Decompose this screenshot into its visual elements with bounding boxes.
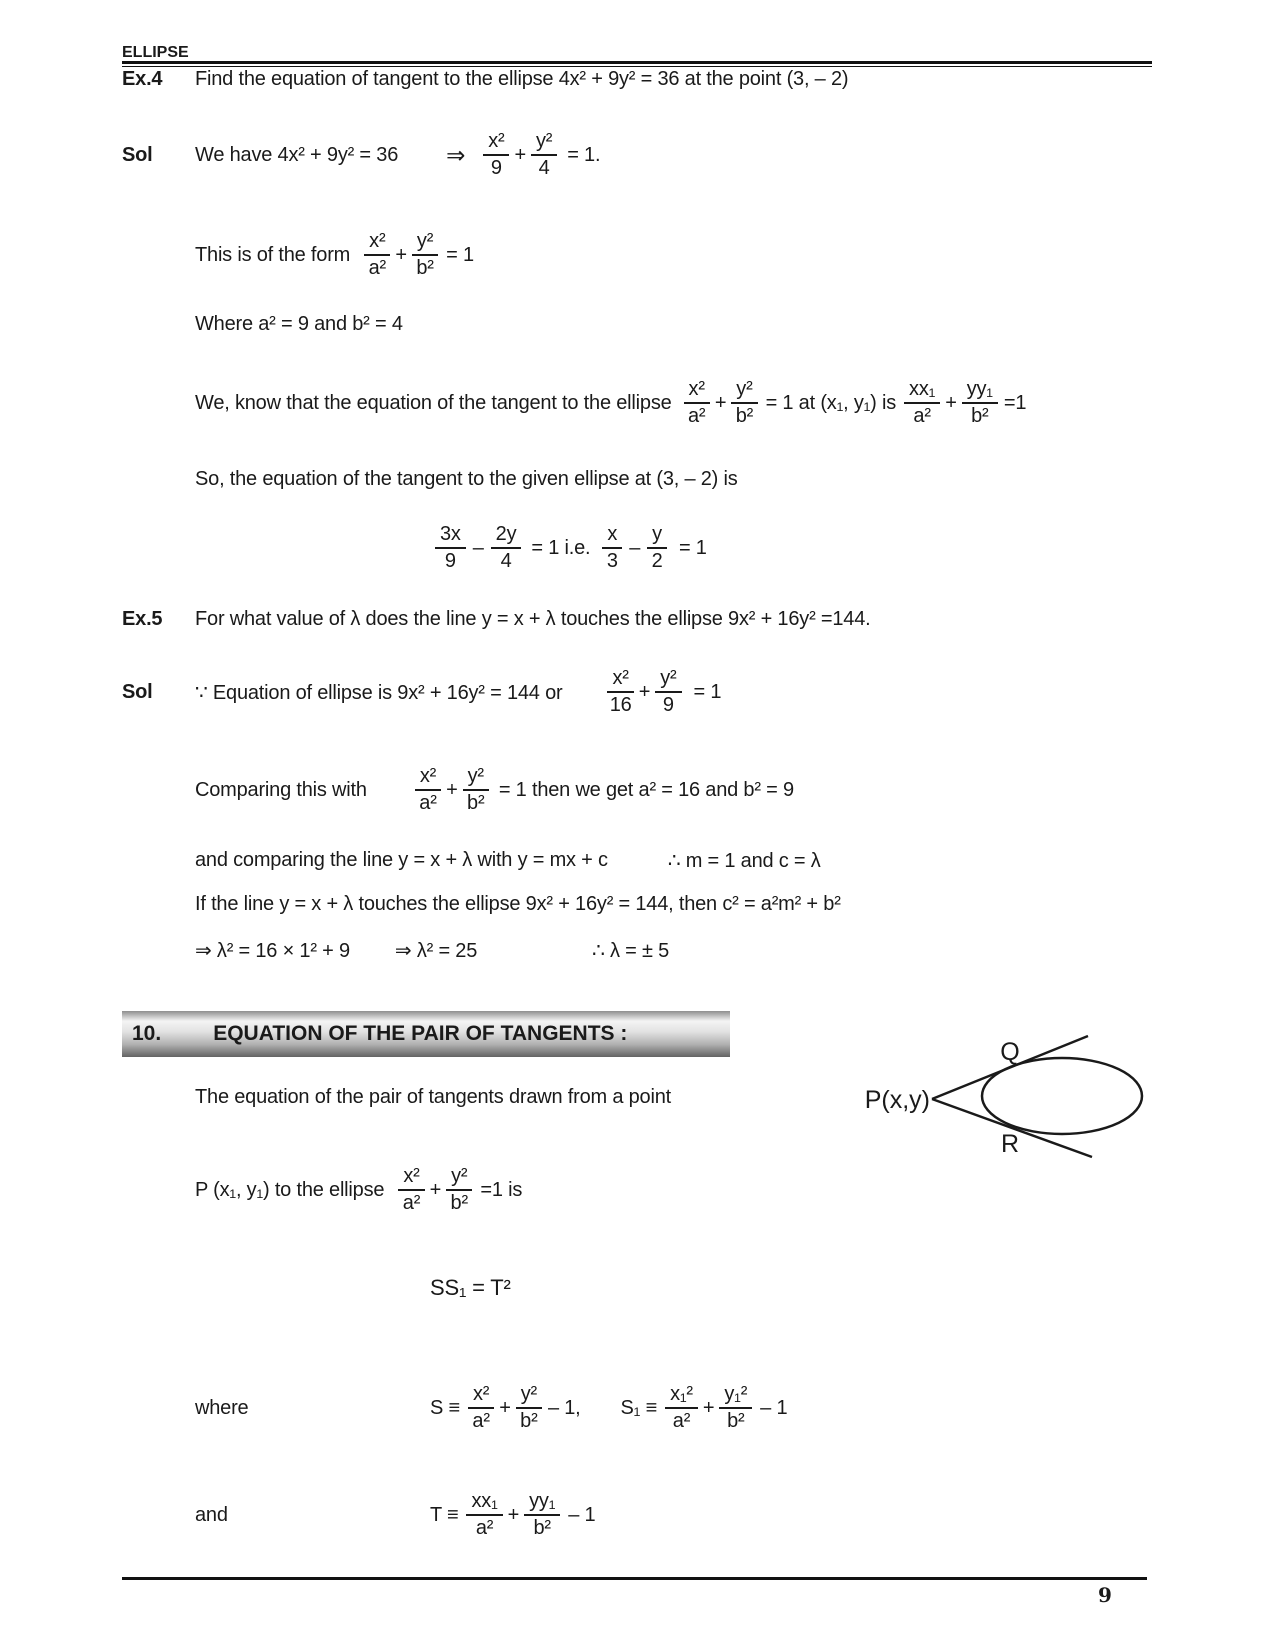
- equation-result: =1: [1003, 391, 1027, 414]
- fraction: $\frac{\text{y²}}{\text{b²}}$: [412, 231, 438, 279]
- fraction: $\frac{\text{x²}}{\text{a²}}$: [468, 1384, 494, 1432]
- ss1-equation: SS₁ = T²: [430, 1275, 511, 1300]
- equation-result: = 1: [678, 536, 707, 559]
- ex4-sol-line1: [122, 117, 600, 193]
- plus-sign: +: [499, 1396, 511, 1419]
- equation-result: = 1: [446, 243, 474, 266]
- ex4-label: Ex.4: [122, 68, 163, 90]
- final-step2: ⇒ λ² = 25: [394, 940, 478, 962]
- s1-lhs: S₁ ≡: [620, 1396, 658, 1419]
- fraction: $\frac{\text{x²}}{9}$: [483, 131, 509, 179]
- fraction: $\frac{\text{y²}}{4}$: [531, 131, 557, 179]
- ex5-if-line: If the line y = x + λ touches the ellipse 9x² + 16y² = 144, then c² = a²m² + b²: [195, 893, 841, 915]
- s1-tail: – 1: [760, 1396, 788, 1419]
- point-p-label: P(x,y): [864, 1086, 930, 1114]
- compare-line-text: and comparing the line y = x + λ with y = mx + c: [195, 849, 608, 871]
- footer-rule: [122, 1577, 1147, 1580]
- plus-sign: +: [446, 778, 458, 801]
- plus-sign: +: [395, 243, 407, 266]
- ex4-result-equation: [435, 510, 707, 586]
- equation-result: = 1 then we get a² = 16 and b² = 9: [498, 778, 794, 801]
- ex4-sol-intro: We have 4x² + 9y² = 36: [195, 143, 399, 166]
- ex5-comparing-line: [195, 752, 794, 828]
- tangent-mid: = 1 at (x₁, y₁) is: [765, 391, 897, 414]
- plus-sign: +: [702, 1396, 715, 1419]
- pair-of-tangents-diagram: [770, 1020, 1210, 1185]
- comparing-text: Comparing this with: [195, 778, 367, 801]
- section-10-header: [122, 1011, 730, 1057]
- plus-sign: +: [945, 391, 957, 414]
- ex5-final-line: [195, 938, 669, 963]
- final-step3: ∴ λ = ± 5: [592, 940, 670, 962]
- equation-mid: = 1 i.e.: [531, 536, 591, 559]
- page-title: ELLIPSE: [122, 44, 189, 61]
- and-label: and: [195, 1503, 228, 1526]
- plus-sign: +: [429, 1178, 442, 1201]
- form-text: This is of the form: [195, 243, 351, 266]
- implies-arrow: ⇒: [446, 141, 466, 168]
- fraction: $\frac{y}{2}$: [647, 524, 667, 572]
- s-tail: – 1,: [547, 1396, 581, 1419]
- ex5-question-text: For what value of λ does the line y = x + λ touches the ellipse 9x² + 16y² =144.: [195, 608, 871, 630]
- fraction: $\frac{\text{x²}}{\text{a²}}$: [364, 231, 390, 279]
- fraction: $\frac{2y}{4}$: [491, 524, 522, 572]
- fraction: $\frac{\text{y²}}{\text{b²}}$: [731, 379, 757, 427]
- ex5-sol-line1: [122, 654, 721, 730]
- ellipse-curve: [982, 1058, 1142, 1134]
- ex4-sol-label: Sol: [122, 143, 153, 166]
- section-title: EQUATION OF THE PAIR OF TANGENTS :: [213, 1022, 628, 1045]
- minus-sign: –: [629, 536, 641, 559]
- fraction: $\frac{\text{yy₁}}{\text{b²}}$: [524, 1491, 560, 1539]
- page-number: 9: [1098, 1583, 1112, 1607]
- section10-point-line: [195, 1152, 522, 1228]
- section10-and-line: [195, 1477, 595, 1553]
- ex4-question-row: [122, 68, 848, 91]
- ex4-where-line: Where a² = 9 and b² = 4: [195, 313, 403, 335]
- final-step1: ⇒ λ² = 16 × 1² + 9: [195, 940, 350, 962]
- where-label: where: [195, 1396, 249, 1419]
- fraction: $\frac{x}{3}$: [602, 524, 622, 572]
- fraction: $\frac{\text{x²}}{\text{a²}}$: [415, 766, 441, 814]
- ex5-sol-label: Sol: [122, 680, 153, 703]
- plus-sign: +: [638, 680, 651, 703]
- header-rule: [122, 61, 1152, 67]
- t-lhs: T ≡: [430, 1503, 459, 1526]
- fraction: $\frac{\text{x²}}{\text{a²}}$: [398, 1166, 424, 1214]
- equation-result: =1 is: [480, 1178, 523, 1201]
- fraction: $\frac{\text{y²}}{9}$: [655, 668, 681, 716]
- fraction: $\frac{\text{x²}}{16}$: [607, 668, 633, 716]
- point-r-label: R: [1000, 1130, 1020, 1158]
- fraction: $\frac{\text{xx₁}}{\text{a²}}$: [466, 1491, 502, 1539]
- ex4-so-line: So, the equation of the tangent to the given ellipse at (3, – 2) is: [195, 468, 738, 490]
- ex5-label: Ex.5: [122, 608, 163, 630]
- fraction: $\frac{\text{y²}}{\text{b²}}$: [446, 1166, 472, 1214]
- tangent-text: We, know that the equation of the tangent to the ellipse: [195, 391, 672, 414]
- fraction: $\frac{\text{xx₁}}{\text{a²}}$: [904, 379, 940, 427]
- s-lhs: S ≡: [430, 1396, 460, 1419]
- ex5-sol-intro: ∵ Equation of ellipse is 9x² + 16y² = 144 or: [195, 681, 563, 704]
- minus-sign: –: [472, 536, 484, 559]
- section10-where-line: [195, 1370, 787, 1446]
- plus-sign: +: [714, 391, 727, 414]
- section10-paragraph: The equation of the pair of tangents drawn from a point: [195, 1086, 671, 1108]
- fraction: $\frac{\text{x₁²}}{\text{a²}}$: [665, 1384, 698, 1432]
- ex4-question-text: Find the equation of tangent to the ellipse 4x² + 9y² = 36 at the point (3, – 2): [195, 68, 849, 90]
- section-number: 10.: [132, 1022, 162, 1045]
- fraction: $\frac{\text{x²}}{\text{a²}}$: [684, 379, 710, 427]
- ex4-tangent-line: [195, 365, 1026, 441]
- plus-sign: +: [507, 1503, 520, 1526]
- equation-result: = 1.: [567, 143, 601, 166]
- plus-sign: +: [514, 143, 526, 166]
- fraction: $\frac{\text{y²}}{\text{b²}}$: [463, 766, 489, 814]
- fraction: $\frac{\text{yy₁}}{\text{b²}}$: [962, 379, 998, 427]
- equation-result: = 1: [693, 680, 722, 703]
- ex5-question-row: [122, 608, 871, 631]
- mc-result: ∴ m = 1 and c = λ: [667, 850, 821, 872]
- t-tail: – 1: [568, 1503, 596, 1526]
- ex5-compare-line: [195, 848, 821, 873]
- fraction: $\frac{3x}{9}$: [435, 524, 466, 572]
- ex4-form-line: [195, 217, 474, 293]
- fraction: $\frac{\text{y₁²}}{\text{b²}}$: [719, 1384, 752, 1432]
- fraction: $\frac{\text{y²}}{\text{b²}}$: [516, 1384, 542, 1432]
- point-line-text: P (x₁, y₁) to the ellipse: [195, 1178, 385, 1201]
- point-q-label: Q: [1000, 1038, 1020, 1066]
